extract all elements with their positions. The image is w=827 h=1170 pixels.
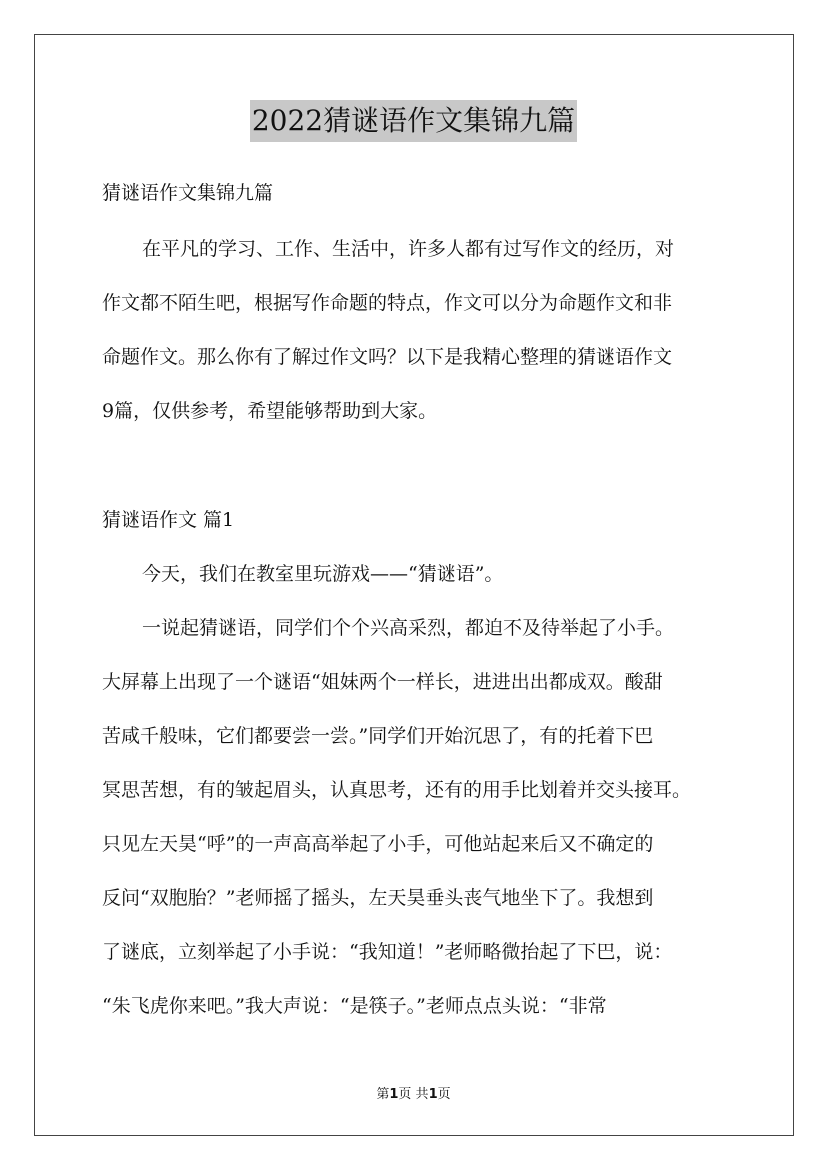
body-line-7: 反问“双胞胎？”老师摇了摇头，左天昊垂头丧气地坐下了。我想到 (102, 887, 654, 909)
document-title (0, 100, 827, 142)
footer-suffix: 页 (437, 1087, 451, 1102)
footer-prefix: 第 (376, 1087, 390, 1102)
footer-page-number: 1 (389, 1087, 399, 1102)
body-line-6: 只见左天昊“呼”的一声高高举起了小手，可他站起来后又不确定的 (102, 833, 654, 855)
footer-mid: 页 共 (398, 1087, 429, 1102)
page-footer (0, 1083, 827, 1102)
body-line-1: 今天，我们在教室里玩游戏——“猜谜语”。 (142, 563, 504, 585)
intro-paragraph-line-4: 9篇，仅供参考，希望能够帮助到大家。 (102, 400, 438, 422)
body-line-3: 大屏幕上出现了一个谜语“姐妹两个一样长，进进出出都成双。酸甜 (102, 671, 663, 693)
intro-paragraph-line-1: 在平凡的学习、工作、生活中，许多人都有过写作文的经历，对 (142, 238, 675, 260)
footer-page-total: 1 (428, 1087, 438, 1102)
document-title-text: 2022猜谜语作文集锦九篇 (250, 100, 577, 142)
body-line-2: 一说起猜谜语，同学们个个兴高采烈，都迫不及待举起了小手。 (142, 617, 675, 639)
body-line-5: 冥思苦想，有的皱起眉头，认真思考，还有的用手比划着并交头接耳。 (102, 779, 692, 801)
intro-paragraph-line-2: 作文都不陌生吧，根据写作命题的特点，作文可以分为命题作文和非 (102, 292, 673, 314)
subtitle-line: 猜谜语作文集锦九篇 (102, 182, 274, 204)
body-line-4: 苦咸千般味，它们都要尝一尝。”同学们开始沉思了，有的托着下巴 (102, 725, 654, 747)
body-line-9: “朱飞虎你来吧。”我大声说：“是筷子。”老师点点头说：“非常 (102, 995, 607, 1017)
section-heading-1: 猜谜语作文 篇1 (102, 509, 235, 531)
intro-paragraph-line-3: 命题作文。那么你有了解过作文吗？以下是我精心整理的猜谜语作文 (102, 346, 673, 368)
body-line-8: 了谜底，立刻举起了小手说：“我知道！”老师略微抬起了下巴，说： (102, 941, 673, 963)
